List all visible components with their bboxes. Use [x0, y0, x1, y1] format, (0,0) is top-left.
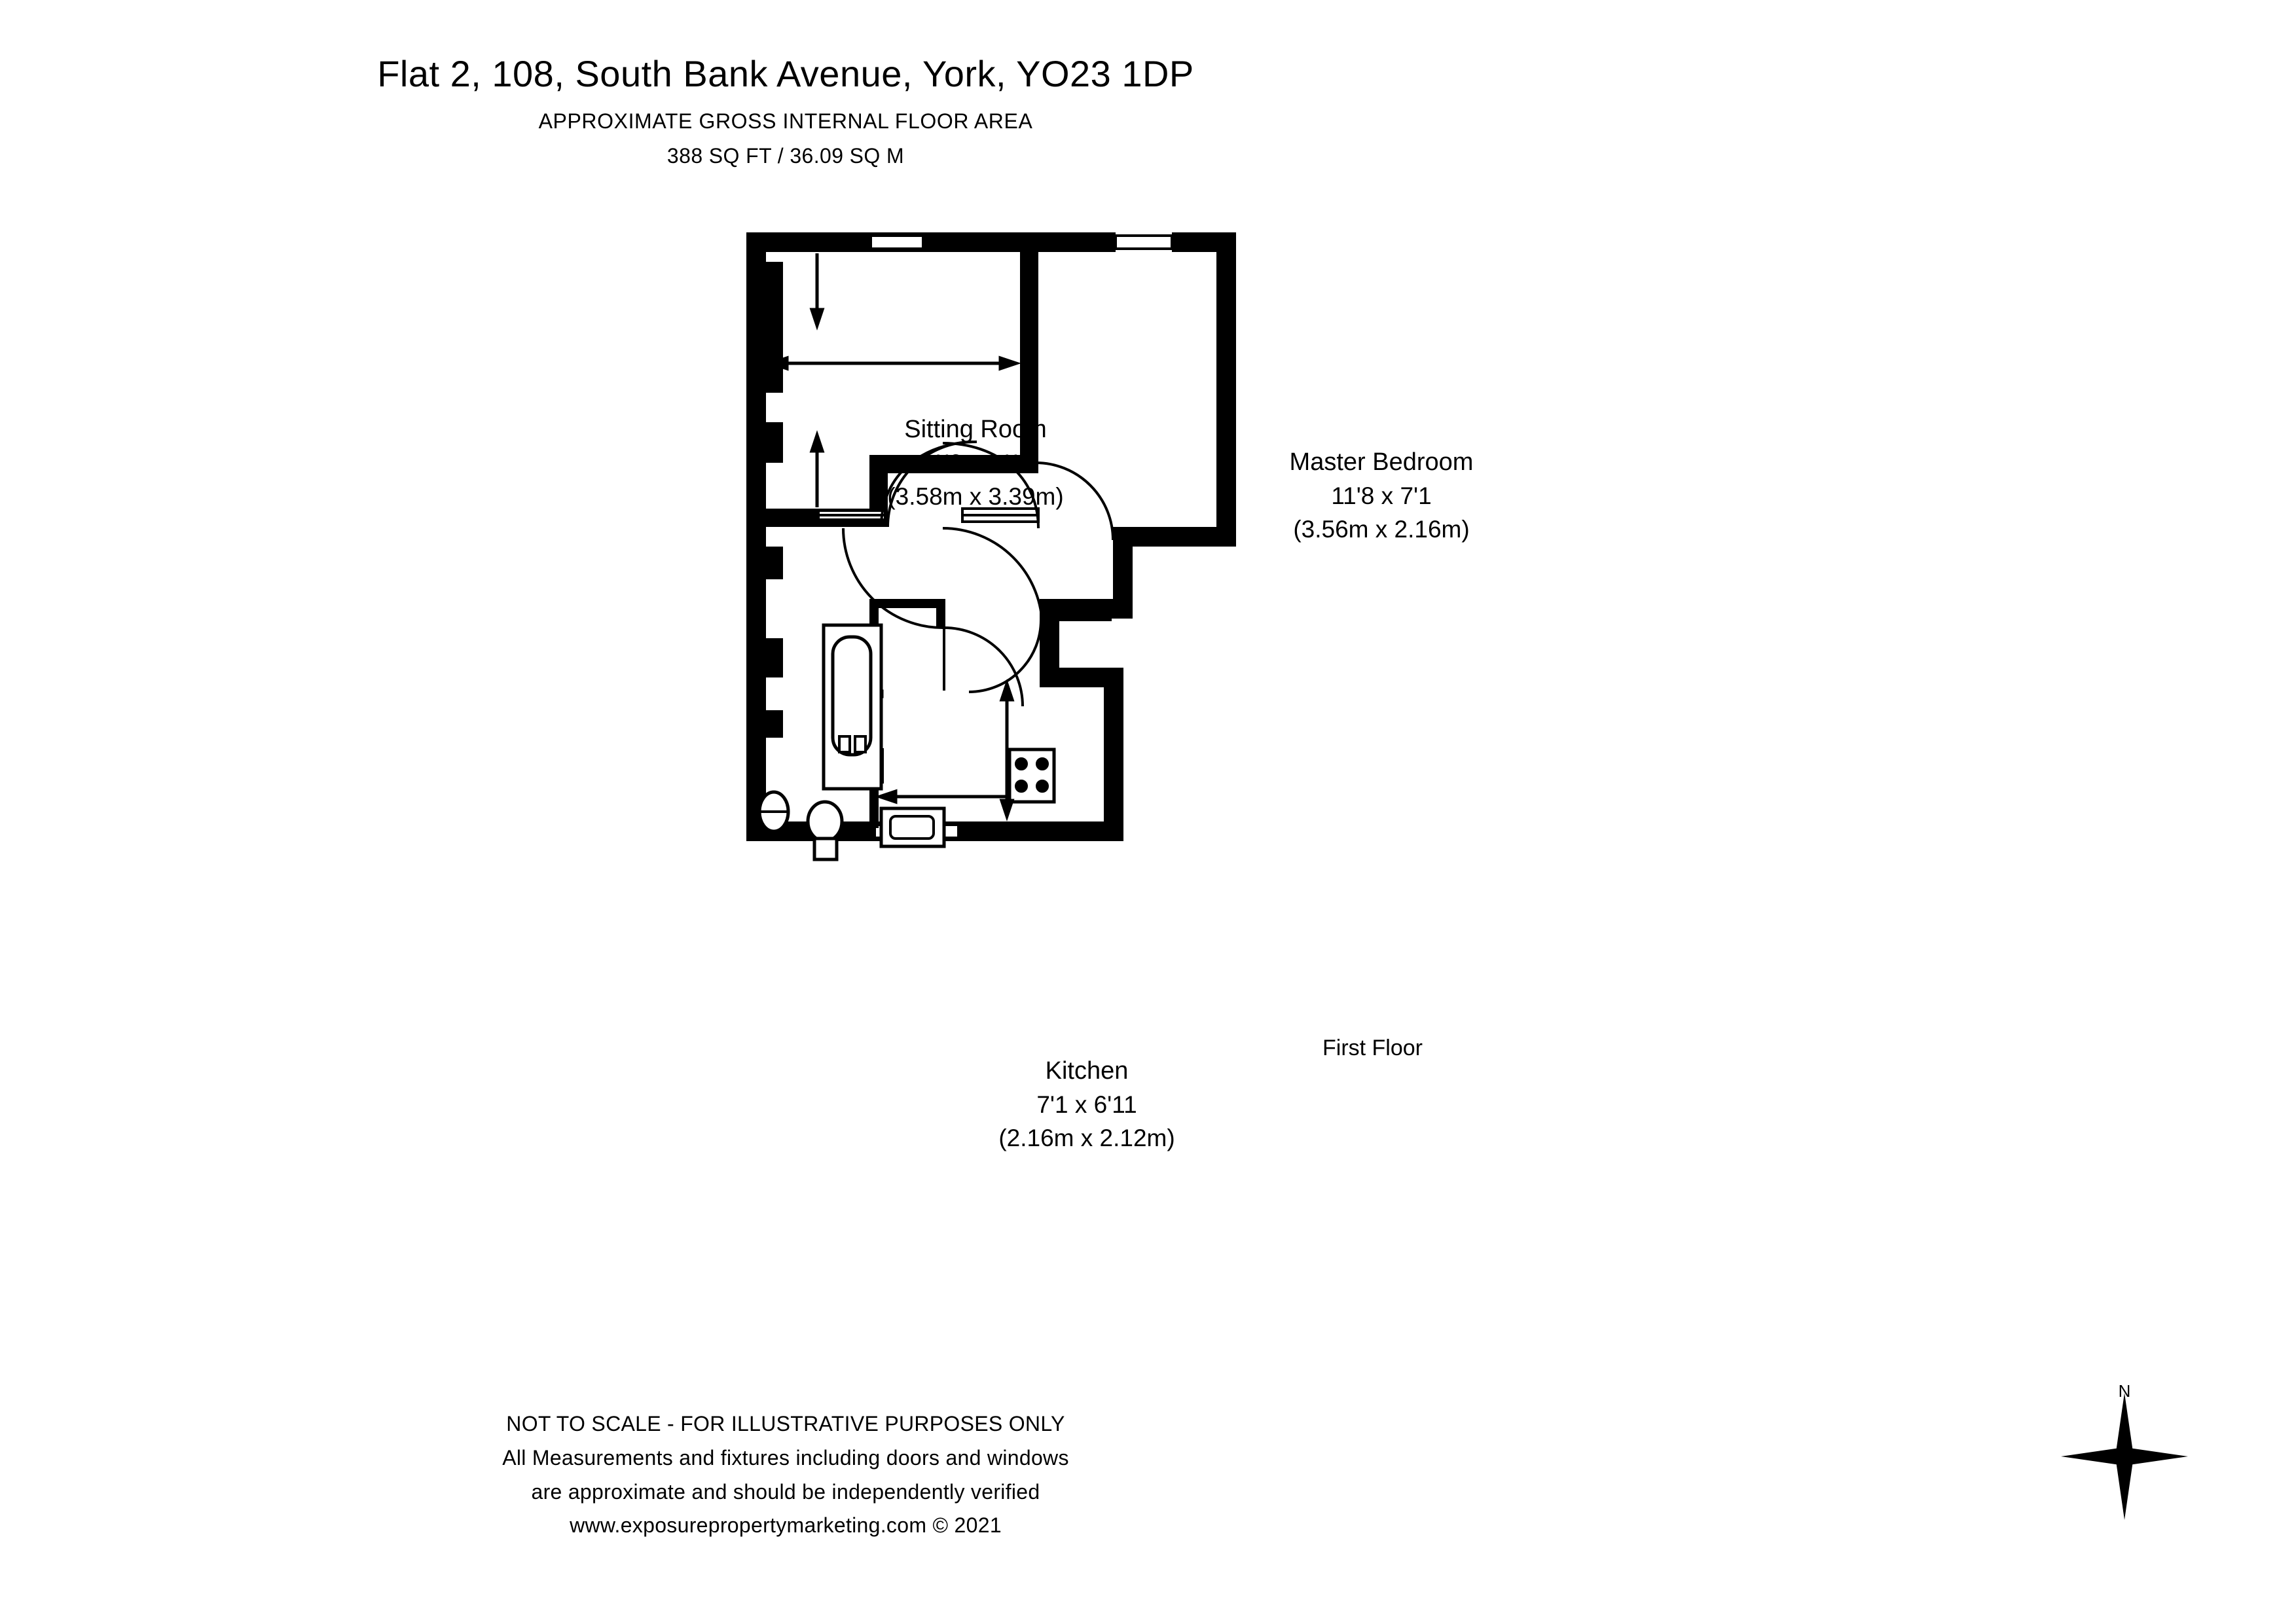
- room-dimensions-metric: (3.56m x 2.16m): [1293, 516, 1470, 543]
- room-name: Kitchen: [1045, 1057, 1129, 1085]
- compass-icon: [2049, 1381, 2200, 1532]
- hob-icon: [1010, 749, 1054, 802]
- plan-header: [0, 52, 1571, 168]
- walls: [746, 232, 1236, 841]
- compass-rose: [2049, 1381, 2200, 1551]
- copyright-line: www.exposurepropertymarketing.com © 2021: [570, 1513, 1002, 1538]
- room-name: Sitting Room: [904, 416, 1047, 443]
- floor-level-label: First Floor: [1322, 1036, 1423, 1060]
- room-label-sitting-room: [812, 412, 1139, 514]
- room-dimensions-imperial: 11'8 x 7'1: [1331, 482, 1432, 510]
- disclaimer-line-3: are approximate and should be independently verified: [531, 1479, 1040, 1504]
- room-label-master-bedroom: [1218, 445, 1545, 547]
- room-dimensions-imperial: 11'9 x 11'1: [919, 450, 1032, 477]
- room-dimensions-imperial: 7'1 x 6'11: [1036, 1091, 1137, 1119]
- room-label-kitchen: [949, 1054, 1224, 1155]
- disclaimer: [0, 1407, 1571, 1543]
- disclaimer-line-2: All Measurements and fixtures including doors and windows: [502, 1445, 1069, 1470]
- room-name: Master Bedroom: [1289, 448, 1474, 476]
- page-title: Flat 2, 108, South Bank Avenue, York, YO23 1DP: [377, 53, 1194, 94]
- floor-area-value: 388 SQ FT / 36.09 SQ M: [666, 144, 905, 168]
- disclaimer-line-1: NOT TO SCALE - FOR ILLUSTRATIVE PURPOSES ONLY: [506, 1412, 1065, 1435]
- room-dimensions-metric: (3.58m x 3.39m): [887, 483, 1064, 511]
- room-dimensions-metric: (2.16m x 2.12m): [998, 1125, 1175, 1152]
- wc-icon: [808, 802, 842, 841]
- floor-area-caption: APPROXIMATE GROSS INTERNAL FLOOR AREA: [538, 109, 1033, 133]
- compass-north-label: N: [2118, 1381, 2131, 1401]
